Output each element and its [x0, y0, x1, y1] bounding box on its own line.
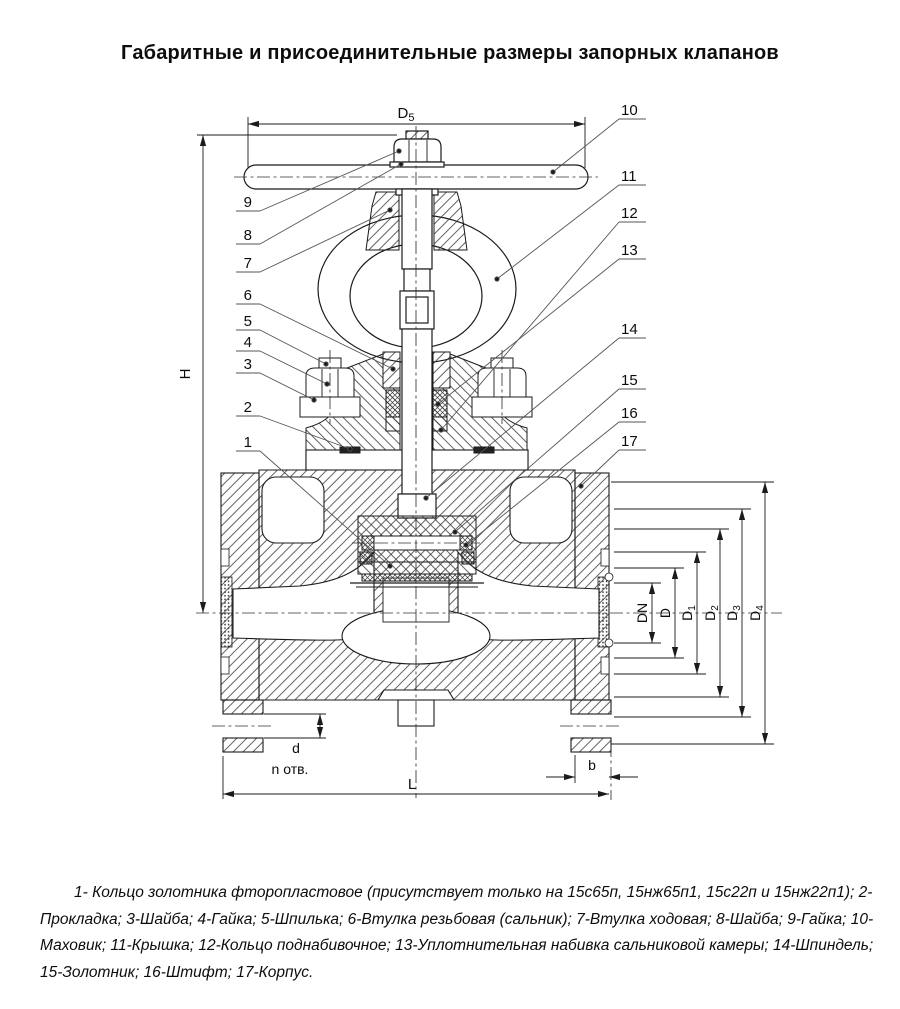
dim-label-DN: DN	[634, 602, 650, 624]
dim-label-H: H	[177, 368, 194, 380]
dim-label-D4: $D_4$	[747, 605, 766, 621]
part-label-10: 10	[621, 102, 638, 119]
parts-legend: 1- Кольцо золотника фторопластовое (присутствует только на 15с65п, 15нж65п1, 15с22п и 15нж22п1); 2-Прокладка; 3-Шайба; 4-Гайка; 5-Шпилька; 6-Втулка резьбовая (сальник); 7-Втулка ходовая; 8-Шайба; 9-Гайка; 10-Маховик; 11-Крышка; 12-Кольцо поднабивочное; 13-Уплотнительная набивка сальниковой камеры; 14-Шпиндель; 15-Золотник; 16-Штифт; 17-Корпус.	[40, 884, 874, 981]
part-label-8: 8	[243, 227, 252, 244]
dim-label-D3: $D_3$	[724, 605, 743, 621]
dim-label-L: L	[407, 776, 417, 793]
dim-label-D5: $D_5$	[397, 105, 415, 124]
right-gasket-face	[598, 577, 609, 647]
stem-top-cap	[406, 131, 428, 139]
dim-label-b: b	[588, 757, 596, 773]
dim-label-D2: $D_2$	[702, 605, 721, 621]
part-label-16: 16	[621, 405, 638, 422]
dim-label-D1: $D_1$	[679, 605, 698, 621]
part-label-3: 3	[243, 356, 252, 373]
top-washer	[390, 162, 444, 167]
spindle	[398, 189, 436, 518]
handwheel-assembly	[244, 131, 588, 195]
part-label-6: 6	[243, 287, 252, 304]
disc-assembly	[350, 516, 484, 587]
left-gasket-face	[221, 577, 232, 647]
part-label-11: 11	[621, 168, 637, 185]
page-title: Габаритные и присоединительные размеры запорных клапанов	[121, 42, 779, 64]
part-label-14: 14	[621, 321, 638, 338]
part-label-7: 7	[243, 255, 252, 272]
part-label-13: 13	[621, 242, 638, 259]
part-label-1: 1	[243, 434, 252, 451]
part-label-5: 5	[243, 313, 252, 330]
dim-label-D: D	[657, 607, 673, 619]
part-label-4: 4	[243, 334, 252, 351]
part-label-9: 9	[243, 194, 252, 211]
part-label-17: 17	[621, 433, 638, 450]
dim-label-n-holes: n отв.	[271, 761, 309, 777]
gland-bushing-right	[433, 352, 450, 388]
disc-lower-plate	[358, 562, 476, 574]
ptfe-seal-ring	[362, 574, 472, 581]
dim-label-d: d	[292, 740, 300, 756]
packing-left	[386, 390, 400, 417]
part-label-2: 2	[243, 399, 252, 416]
part-label-12: 12	[621, 205, 638, 222]
part-label-15: 15	[621, 372, 638, 389]
